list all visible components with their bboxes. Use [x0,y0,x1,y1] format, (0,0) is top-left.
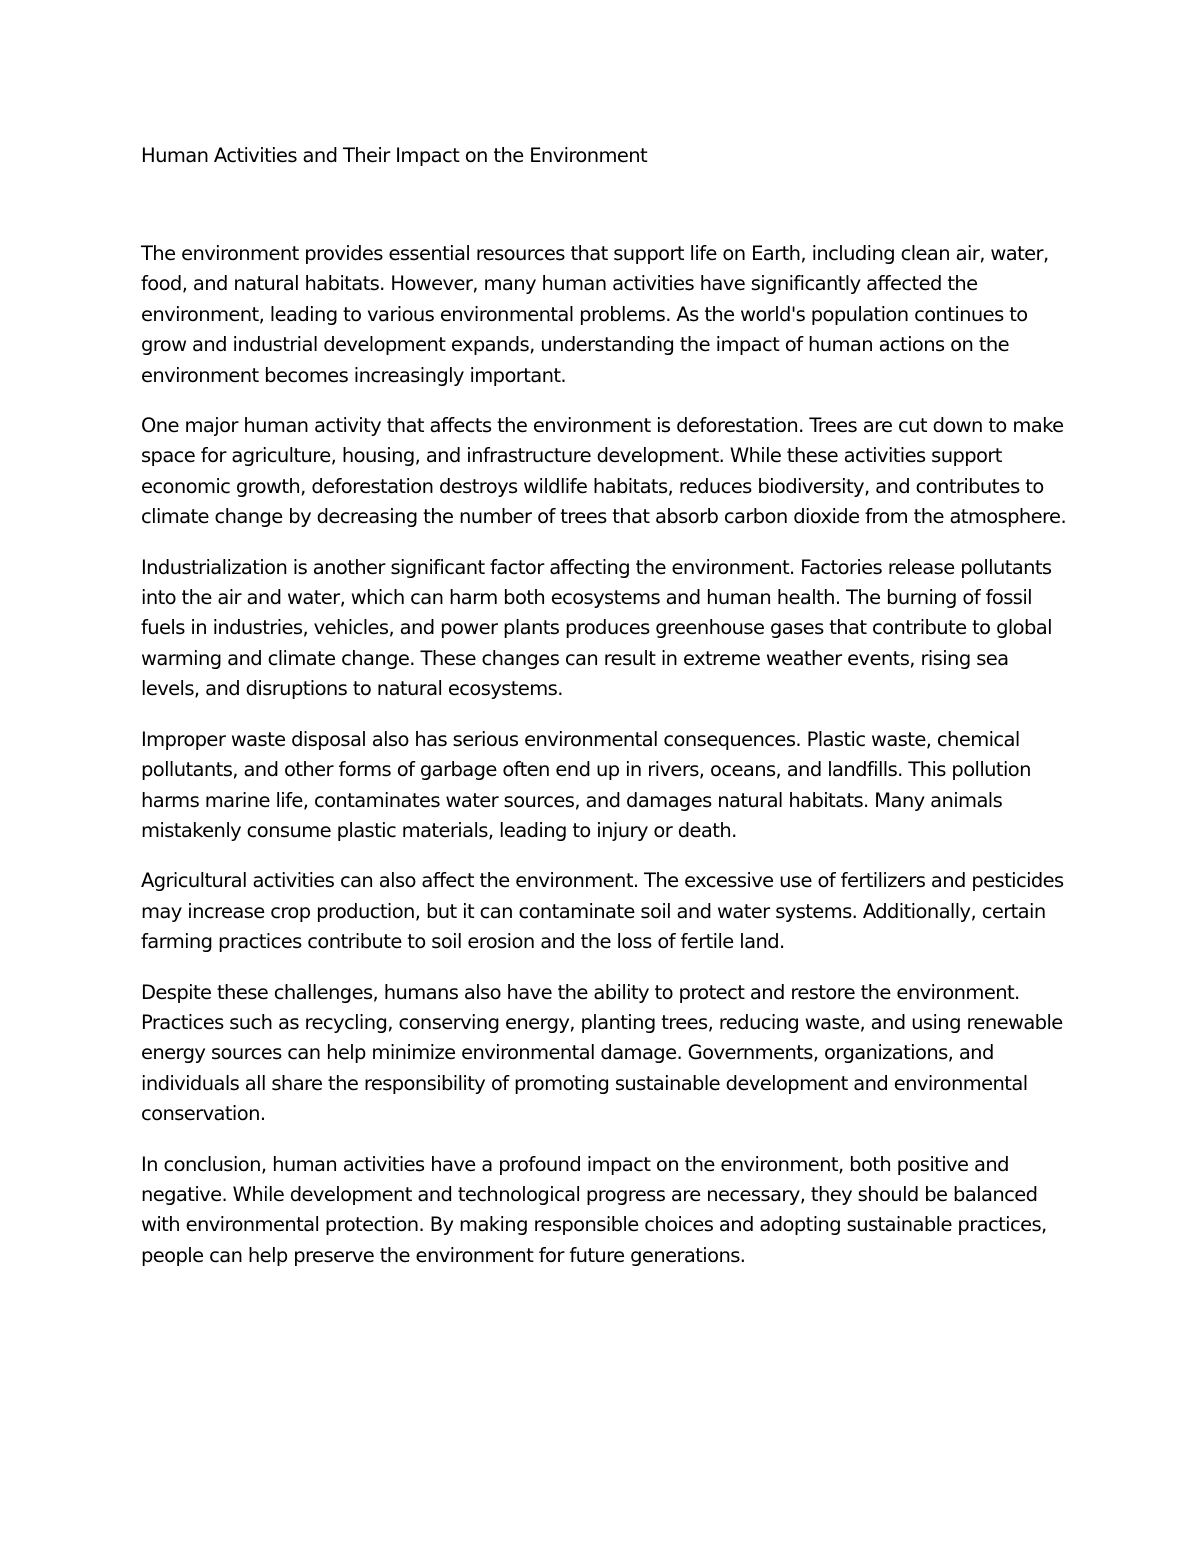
paragraph-solutions: Despite these challenges, humans also have the ability to protect and restore the environment. Practices such as recycling, conserving energy, planting trees, reducing waste, and using renewable energy sources can help minimize environmental damage. Governments, organizations, and individuals all share the responsibility of promoting sustainable development and environmental conservation. [141,980,1063,1126]
paragraph-deforestation: One major human activity that affects the environment is deforestation. Trees are cut down to make space for agriculture, housing, and infrastructure development. While these activities support economic growth, deforestation destroys wildlife habitats, reduces biodiversity, and contributes to climate change by decreasing the number of trees that absorb carbon dioxide from the atmosphere. [141,414,1067,529]
document-body [141,239,1071,1291]
paragraph-industrialization: Industrialization is another significant factor affecting the environment. Factories release pollutants into the air and water, which can harm both ecosystems and human health. The burning of fossil fuels in industries, vehicles, and power plants produces greenhouse gases that contribute to global warming and climate change. These changes can result in extreme weather events, rising sea levels, and disruptions to natural ecosystems. [141,555,1052,701]
paragraph-intro: The environment provides essential resources that support life on Earth, including clean air, water, food, and natural habitats. However, many human activities have significantly affected the environment, leading to various environmental problems. As the world's population continues to grow and industrial development expands, understanding the impact of human actions on the environment becomes increasingly important. [141,242,1049,387]
paragraph-agriculture: Agricultural activities can also affect the environment. The excessive use of fertilizers and pesticides may increase crop production, but it can contaminate soil and water systems. Additionally, certain farming practices contribute to soil erosion and the loss of fertile land. [141,869,1064,954]
paragraph-waste-disposal: Improper waste disposal also has serious environmental consequences. Plastic waste, chemical pollutants, and other forms of garbage often end up in rivers, oceans, and landfills. This pollution harms marine life, contaminates water sources, and damages natural habitats. Many animals mistakenly consume plastic materials, leading to injury or death. [141,727,1031,842]
document-title: Human Activities and Their Impact on the Environment [141,144,648,167]
paragraph-conclusion: In conclusion, human activities have a profound impact on the environment, both positive and negative. While development and technological progress are necessary, they should be balanced with environmental protection. By making responsible choices and adopting sustainable practices, people can help preserve the environment for future generations. [141,1152,1047,1267]
